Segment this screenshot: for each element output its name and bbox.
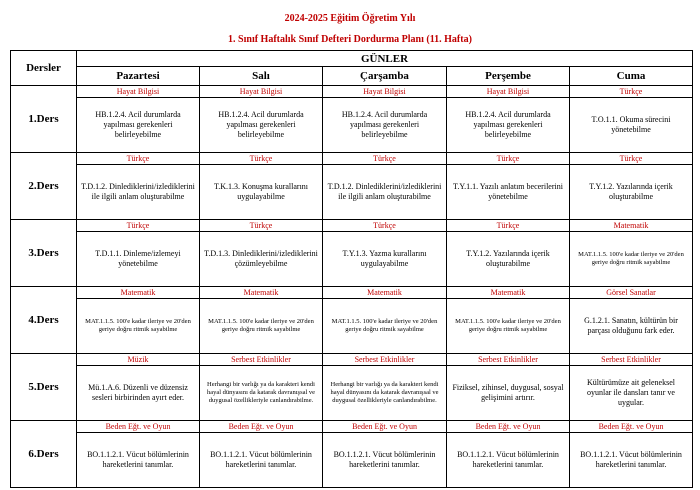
subject-label: Matematik: [323, 287, 446, 299]
lesson-row: [11, 86, 693, 153]
day-header-cuma: Cuma: [570, 67, 693, 86]
schedule-cell: [323, 354, 447, 421]
objective-text: T.Y.1.1. Yazılı anlatım becerilerini yönetebilme: [453, 182, 563, 201]
schedule-cell: [200, 86, 323, 153]
objective-text: T.O.1.1. Okuma sürecini yönetebilme: [591, 115, 671, 134]
plan-title: 1. Sınıf Haftalık Sınıf Defteri Dordurma Planı (11. Hafta): [228, 34, 472, 45]
objective-text: BO.1.1.2.1. Vücut bölümlerinin hareketlerini tanımlar.: [210, 450, 312, 469]
subject-label: Hayat Bilgisi: [323, 86, 446, 98]
subject-label: Matematik: [200, 287, 322, 299]
schedule-cell: [570, 153, 693, 220]
objective-text: Herhangi bir varlığı ya da karakteri kendi hayal dünyasını da katarak davranışsal ve duygusal özellikleriyle canlandırabilme.: [206, 381, 316, 404]
objective-text: BO.1.1.2.1. Vücut bölümlerinin hareketlerini tanımlar.: [87, 450, 189, 469]
schedule-cell: [200, 220, 323, 287]
schedule-cell: [323, 86, 447, 153]
objective-text: HB.1.2.4. Acil durumlarda yapılması gerekenleri belirleyebilme: [341, 110, 428, 139]
subject-label: Serbest Etkinlikler: [570, 354, 692, 366]
lesson-label: 4.Ders: [11, 287, 77, 354]
lesson-label: 6.Ders: [11, 421, 77, 488]
subject-label: Türkçe: [570, 86, 692, 98]
subject-label: Müzik: [77, 354, 199, 366]
schedule-cell: [200, 153, 323, 220]
objective-text: G.1.2.1. Sanatın, kültürün bir parçası olduğunu fark eder.: [584, 316, 678, 335]
lesson-label: 3.Ders: [11, 220, 77, 287]
schedule-cell: [200, 354, 323, 421]
schedule-cell: [323, 287, 447, 354]
schedule-cell: [570, 354, 693, 421]
schedule-cell: [447, 86, 570, 153]
subject-label: Serbest Etkinlikler: [200, 354, 322, 366]
lesson-label: 2.Ders: [11, 153, 77, 220]
objective-text: HB.1.2.4. Acil durumlarda yapılması gerekenleri belirleyebilme: [465, 110, 551, 139]
schedule-cell: [570, 287, 693, 354]
objective-text: HB.1.2.4. Acil durumlarda yapılması gerekenleri belirleyebilme: [218, 110, 304, 139]
objective-text: T.Y.1.2. Yazılarında içerik oluşturabilme: [466, 249, 550, 268]
objective-text: MAT.1.1.5. 100'e kadar ileriye ve 20'den geriye doğru ritmik sayabilme: [331, 318, 438, 333]
objective-text: Mü.1.A.6. Düzenli ve düzensiz sesleri birbirinden ayırt eder.: [88, 383, 188, 402]
subject-label: Serbest Etkinlikler: [447, 354, 569, 366]
objective-text: BO.1.1.2.1. Vücut bölümlerinin hareketlerini tanımlar.: [457, 450, 559, 469]
objective-text: HB.1.2.4. Acil durumlarda yapılması gerekenleri belirleyebilme: [95, 110, 181, 139]
schedule-cell: [447, 421, 570, 488]
schedule-cell: [77, 354, 200, 421]
objective-text: MAT.1.1.5. 100'e kadar ileriye ve 20'den geriye doğru ritmik sayabilme: [455, 318, 561, 333]
subject-label: Türkçe: [447, 220, 569, 232]
subject-label: Türkçe: [77, 153, 199, 165]
schedule-cell: [77, 421, 200, 488]
objective-text: Kültürümüze ait geleneksel oyunlar ile dansları tanır ve uygular.: [587, 378, 675, 407]
subject-label: Türkçe: [77, 220, 199, 232]
day-header-carsamba: Çarşamba: [323, 67, 447, 86]
subject-label: Beden Eğt. ve Oyun: [77, 421, 199, 433]
subject-label: Beden Eğt. ve Oyun: [200, 421, 322, 433]
objective-text: T.D.1.1. Dinleme/izlemeyi yönetebilme: [95, 249, 181, 268]
objective-text: T.Y.1.3. Yazma kurallarını uygulayabilme: [342, 249, 427, 268]
schedule-cell: [77, 86, 200, 153]
subject-label: Beden Eğt. ve Oyun: [323, 421, 446, 433]
schedule-cell: [570, 86, 693, 153]
subject-label: Beden Eğt. ve Oyun: [570, 421, 692, 433]
subject-label: Türkçe: [323, 220, 446, 232]
subject-label: Hayat Bilgisi: [77, 86, 199, 98]
subject-label: Türkçe: [447, 153, 569, 165]
subject-label: Türkçe: [570, 153, 692, 165]
objective-text: MAT.1.1.5. 100'e kadar ileriye ve 20'den geriye doğru ritmik sayabilme: [85, 318, 191, 333]
objective-text: Fiziksel, zihinsel, duygusal, sosyal gelişimini artırır.: [452, 383, 564, 402]
subject-label: Matematik: [77, 287, 199, 299]
schedule-cell: [323, 220, 447, 287]
schedule-cell: [447, 354, 570, 421]
gunler-header: GÜNLER: [77, 51, 693, 67]
schedule-cell: [77, 220, 200, 287]
objective-text: T.D.1.3. Dinlediklerini/izlediklerini çözümleyebilme: [204, 249, 318, 268]
lesson-row: [11, 220, 693, 287]
day-header-persembe: Perşembe: [447, 67, 570, 86]
lesson-row: [11, 287, 693, 354]
subject-label: Türkçe: [200, 153, 322, 165]
subject-label: Türkçe: [323, 153, 446, 165]
lesson-row: [11, 153, 693, 220]
lesson-label: 1.Ders: [11, 86, 77, 153]
schedule-cell: [323, 421, 447, 488]
subject-label: Türkçe: [200, 220, 322, 232]
objective-text: T.D.1.2. Dinlediklerini/izlediklerini ile ilgili anlam oluşturabilme: [327, 182, 442, 201]
schedule-cell: [570, 421, 693, 488]
subject-label: Beden Eğt. ve Oyun: [447, 421, 569, 433]
weekly-plan-table: [10, 50, 693, 488]
day-header-pazartesi: Pazartesi: [77, 67, 200, 86]
subject-label: Matematik: [570, 220, 692, 232]
schedule-cell: [447, 153, 570, 220]
schedule-cell: [447, 220, 570, 287]
objective-text: BO.1.1.2.1. Vücut bölümlerinin hareketlerini tanımlar.: [333, 450, 436, 469]
subject-label: Görsel Sanatlar: [570, 287, 692, 299]
schedule-cell: [447, 287, 570, 354]
subject-label: Serbest Etkinlikler: [323, 354, 446, 366]
lesson-row: [11, 421, 693, 488]
subject-label: Hayat Bilgisi: [447, 86, 569, 98]
schedule-cell: [77, 287, 200, 354]
schedule-cell: [323, 153, 447, 220]
objective-text: MAT.1.1.5. 100'e kadar ileriye ve 20'den geriye doğru ritmik sayabilme: [578, 251, 684, 266]
objective-text: MAT.1.1.5. 100'e kadar ileriye ve 20'den geriye doğru ritmik sayabilme: [208, 318, 314, 333]
year-title: 2024-2025 Eğitim Öğretim Yılı: [284, 13, 416, 24]
dersler-header: Dersler: [11, 51, 77, 86]
objective-text: T.D.1.2. Dinlediklerini/izlediklerini ile ilgili anlam oluşturabilme: [81, 182, 195, 201]
objective-text: T.K.1.3. Konuşma kurallarını uygulayabilme: [213, 182, 309, 201]
subject-label: Matematik: [447, 287, 569, 299]
subject-label: Hayat Bilgisi: [200, 86, 322, 98]
objective-text: T.Y.1.2. Yazılarında içerik oluşturabilme: [589, 182, 673, 201]
day-header-sali: Salı: [200, 67, 323, 86]
schedule-cell: [77, 153, 200, 220]
schedule-cell: [200, 287, 323, 354]
lesson-row: [11, 354, 693, 421]
schedule-cell: [570, 220, 693, 287]
lesson-label: 5.Ders: [11, 354, 77, 421]
objective-text: BO.1.1.2.1. Vücut bölümlerinin hareketlerini tanımlar.: [580, 450, 682, 469]
schedule-cell: [200, 421, 323, 488]
objective-text: Herhangi bir varlığı ya da karakteri kendi hayal dünyasını da katarak davranışsal ve duygusal özellikleriyle canlandırabilme.: [330, 381, 439, 404]
